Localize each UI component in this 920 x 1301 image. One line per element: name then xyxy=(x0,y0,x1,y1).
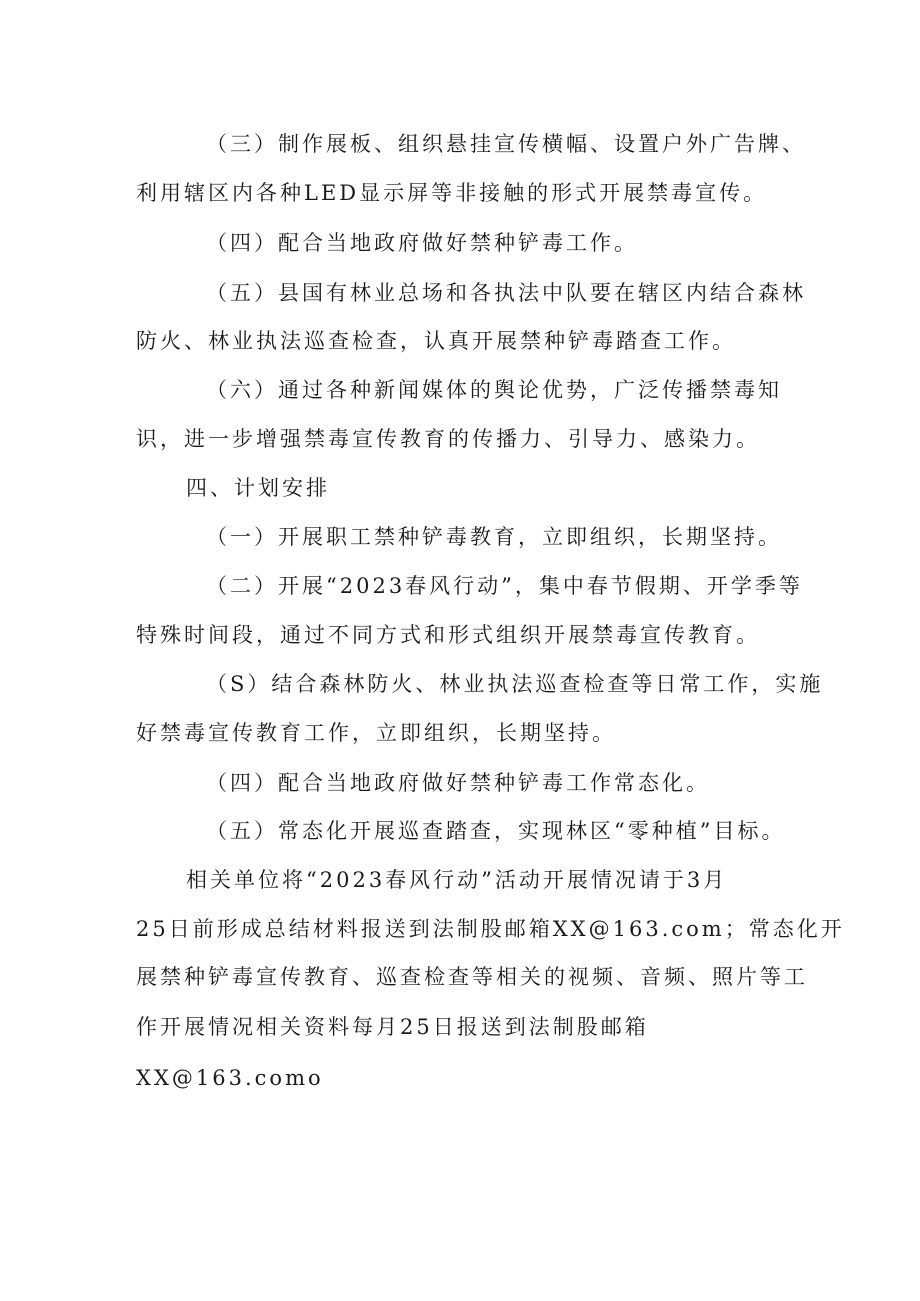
section-heading-plan: 四、计划安排 xyxy=(186,476,330,500)
plan-item-3-line-1: （S）结合森林防火、林业执法巡查检查等日常工作，实施 xyxy=(206,672,824,696)
closing-line-2: 25日前形成总结材料报送到法制股邮箱XX@163.com；常态化开 xyxy=(136,917,845,941)
para-5-line-1: （五）县国有林业总场和各执法中队要在辖区内结合森林 xyxy=(206,281,806,305)
para-6-line-1: （六）通过各种新闻媒体的舆论优势，广泛传播禁毒知 xyxy=(206,378,782,402)
plan-item-1: （一）开展职工禁种铲毒教育，立即组织，长期坚持。 xyxy=(206,525,782,549)
closing-line-3: 展禁种铲毒宣传教育、巡查检查等相关的视频、音频、照片等工 xyxy=(136,965,808,989)
plan-item-3-line-2: 好禁毒宣传教育工作，立即组织，长期坚持。 xyxy=(136,721,616,745)
para-4-line-1: （四）配合当地政府做好禁种铲毒工作。 xyxy=(206,231,638,255)
closing-line-5: XX@163.como xyxy=(136,1066,324,1090)
plan-item-4: （四）配合当地政府做好禁种铲毒工作常态化。 xyxy=(206,771,710,795)
plan-item-5: （五）常态化开展巡查踏查，实现林区“零种植”目标。 xyxy=(206,819,786,843)
closing-line-1: 相关单位将“2023春风行动”活动开展情况请于3月 xyxy=(186,868,728,892)
plan-item-2-line-2: 特殊时间段，通过不同方式和形式组织开展禁毒宣传教育。 xyxy=(136,623,760,647)
plan-item-2-line-1: （二）开展“2023春风行动”，集中春节假期、开学季等 xyxy=(206,574,803,598)
closing-line-4: 作开展情况相关资料每月25日报送到法制股邮箱 xyxy=(136,1015,649,1039)
para-6-line-2: 识，进一步增强禁毒宣传教育的传播力、引导力、感染力。 xyxy=(136,427,760,451)
para-3-line-2: 利用辖区内各种LED显示屏等非接触的形式开展禁毒宣传。 xyxy=(136,181,768,205)
para-5-line-2: 防火、林业执法巡查检查，认真开展禁种铲毒踏查工作。 xyxy=(136,329,736,353)
para-3-line-1: （三）制作展板、组织悬挂宣传横幅、设置户外广告牌、 xyxy=(206,132,806,156)
